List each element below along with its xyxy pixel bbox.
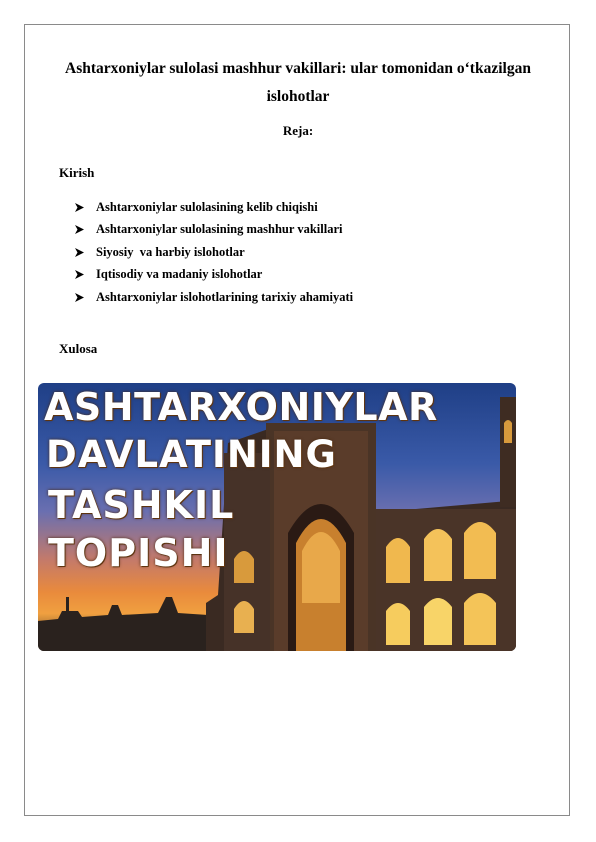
arrowhead-bullet-icon xyxy=(74,269,96,280)
list-item-text: Iqtisodiy va madaniy islohotlar xyxy=(96,267,263,282)
list-item-text: Ashtarxoniylar sulolasining kelib chiqishi xyxy=(96,199,318,214)
banner-line: TASHKIL xyxy=(48,483,235,527)
list-item-text: Ashtarxoniylar sulolasining mashhur vakillari xyxy=(96,222,343,237)
list-item xyxy=(74,264,353,287)
intro-heading: Kirish xyxy=(59,165,95,180)
arrowhead-bullet-icon xyxy=(74,292,96,303)
banner-line: TOPISHI xyxy=(48,531,229,575)
cover-banner-image xyxy=(38,383,516,651)
list-item xyxy=(74,241,353,264)
plan-heading: Reja: xyxy=(282,123,314,138)
arrowhead-bullet-icon xyxy=(74,202,96,213)
list-item xyxy=(74,196,353,219)
list-item xyxy=(74,286,353,309)
list-item xyxy=(74,219,353,242)
list-item-text: Ashtarxoniylar islohotlarining tarixiy ahamiyati xyxy=(96,289,354,304)
list-item-text: Siyosiy va harbiy islohotlar xyxy=(96,244,245,259)
arrowhead-bullet-icon xyxy=(74,224,96,235)
arrowhead-bullet-icon xyxy=(74,247,96,258)
document-title: Ashtarxoniylar sulolasi mashhur vakillari: ular tomonidan o‘tkazilgan islohotlar xyxy=(65,60,531,105)
conclusion-heading: Xulosa xyxy=(59,341,98,356)
outline-list xyxy=(74,196,353,309)
banner-line: ASHTARXONIYLAR xyxy=(44,385,438,429)
banner-line: DAVLATINING xyxy=(46,433,337,476)
